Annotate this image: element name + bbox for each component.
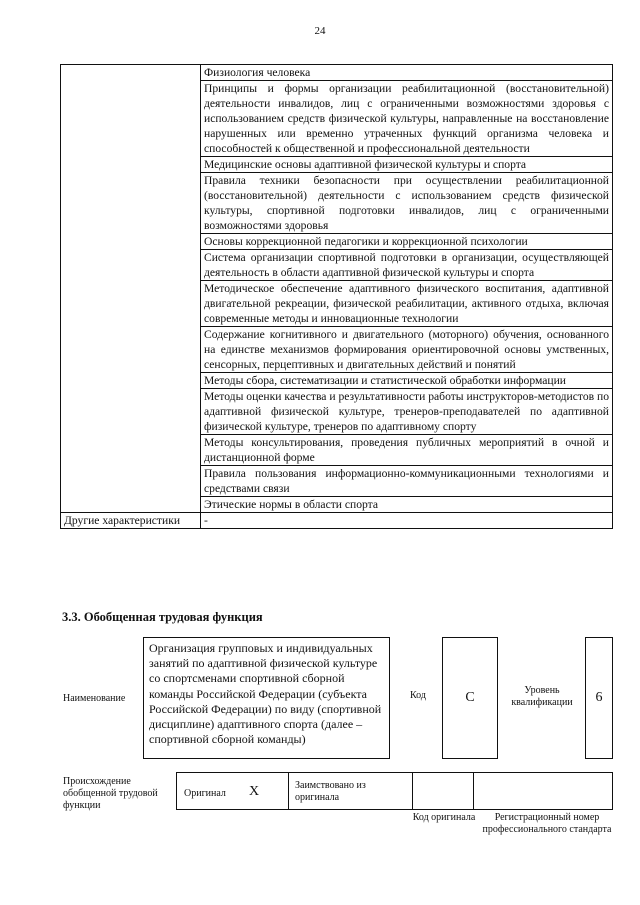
level-label: Уровень квалификации — [511, 685, 573, 708]
table-row — [61, 65, 613, 81]
knowledge-item: Этические нормы в области спорта — [201, 497, 613, 513]
knowledge-item: Методы консультирования, проведения публичных мероприятий в очной и дистанционной форме — [201, 435, 613, 466]
original-mark: X — [249, 784, 260, 799]
page-number: 24 — [314, 25, 326, 37]
knowledge-table — [60, 64, 613, 529]
knowledge-item: Методы сбора, систематизации и статистической обработки информации — [201, 373, 613, 389]
other-characteristics-label: Другие характеристики — [61, 513, 201, 529]
origin-label: Происхождение обобщенной трудовой функции — [63, 776, 158, 811]
knowledge-item: Физиология человека — [201, 65, 613, 81]
empty-label-cell — [61, 65, 201, 513]
name-label: Наименование — [63, 693, 126, 704]
reg-number-label: Регистрационный номер профессионального стандарта — [482, 812, 612, 835]
knowledge-item: Принципы и формы организации реабилитационной (восстановительной) деятельности инвалидов, лиц с ограниченными возможностями здоровья с использованием средств физической культуры, направленные на восстановление нарушенных или временно утраченных функций организма человека и способностей к общественной и профессиональной деятельности — [201, 81, 613, 157]
knowledge-item: Методы оценки качества и результативности работы инструкторов-методистов по адаптивной физической культуре, тренеров-преподавателей по адаптивной физической культуре, тренеров по адаптивному спорту — [201, 389, 613, 435]
code-original-label: Код оригинала — [412, 812, 476, 823]
knowledge-item: Методическое обеспечение адаптивного физического воспитания, адаптивной двигательной рекреации, физической реабилитации, активного отдыха, включая современные методы и инновационные технологии — [201, 281, 613, 327]
origin-divider-code — [413, 772, 474, 810]
knowledge-item: Правила техники безопасности при осуществлении реабилитационной (восстановительной) деятельности с использованием средств физической культуры, спортивной подготовки инвалидов, лиц с ограниченными возможностями здоровья — [201, 173, 613, 234]
code-label: Код — [410, 690, 426, 701]
other-characteristics-value: - — [201, 513, 613, 529]
knowledge-item: Основы коррекционной педагогики и коррекционной психологии — [201, 234, 613, 250]
knowledge-item: Медицинские основы адаптивной физической культуры и спорта — [201, 157, 613, 173]
original-label: Оригинал — [184, 788, 226, 799]
borrowed-label: Заимствовано из оригинала — [295, 780, 366, 803]
knowledge-item: Правила пользования информационно-коммуникационными технологиями и средствами связи — [201, 466, 613, 497]
level-value-box: 6 — [585, 637, 613, 759]
knowledge-item: Система организации спортивной подготовки в организации, осуществляющей деятельность в области адаптивной физической культуры и спорта — [201, 250, 613, 281]
table-row — [61, 513, 613, 529]
code-value-box: C — [442, 637, 498, 759]
knowledge-item: Содержание когнитивного и двигательного (моторного) обучения, основанного на единстве механизмов формирования ориентировочной основы умственных, сенсорных, перцептивных и двигательных действий и понятий — [201, 327, 613, 373]
section-title: 3.3. Обобщенная трудовая функция — [62, 610, 263, 624]
function-name-box: Организация групповых и индивидуальных занятий по адаптивной физической культуре со спортсменами спортивной сборной команды Российской Федерации (субъекта Российской Федерации) по виду (спортивной дисциплине) адаптивного спорта (далее – спортивной сборной команды) — [143, 637, 390, 759]
